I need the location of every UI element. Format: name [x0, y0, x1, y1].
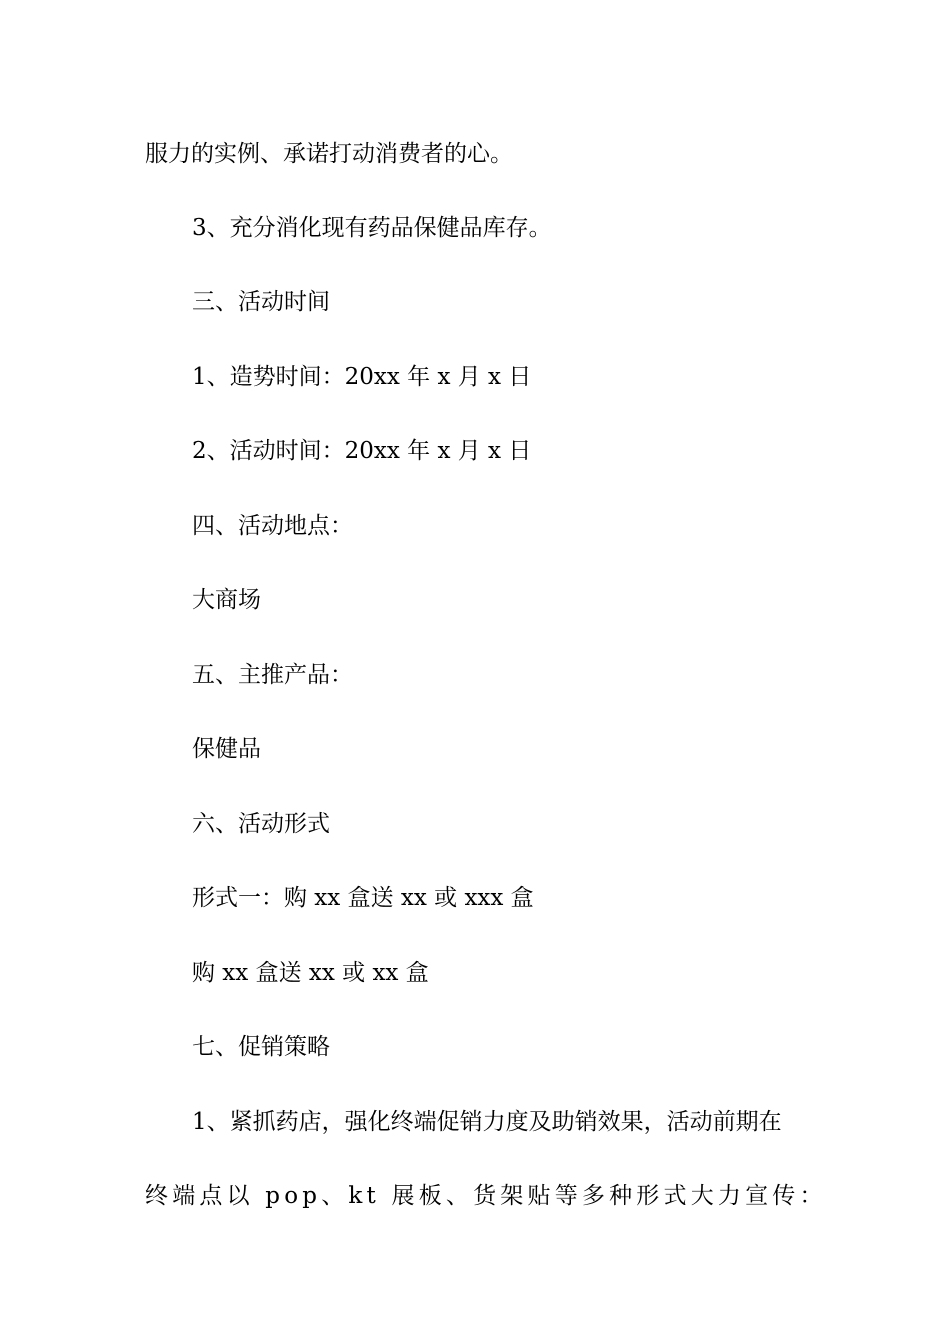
section-heading-location: 四、活动地点： — [192, 513, 353, 539]
activity-form-one: 形式一：购 xx 盒送 xx 或 xxx 盒 — [192, 885, 534, 911]
main-product-text: 保健品 — [192, 736, 261, 762]
section-heading-promotion-strategy: 七、促销策略 — [192, 1034, 330, 1060]
section-heading-activity-time: 三、活动时间 — [192, 289, 330, 315]
list-item-goal-3: 3、充分消化现有药品保健品库存。 — [192, 215, 552, 241]
list-item-activity-time: 2、活动时间：20xx 年 x 月 x 日 — [192, 438, 532, 464]
activity-form-two: 购 xx 盒送 xx 或 xx 盒 — [192, 960, 429, 986]
section-heading-activity-form: 六、活动形式 — [192, 811, 330, 837]
strategy-item-1-continuation: 终端点以 pop、kt 展板、货架贴等多种形式大力宣传： — [145, 1183, 827, 1209]
location-text: 大商场 — [192, 587, 261, 613]
section-heading-main-products: 五、主推产品： — [192, 662, 353, 688]
paragraph-continuation: 服力的实例、承诺打动消费者的心。 — [145, 141, 513, 167]
strategy-item-1: 1、紧抓药店，强化终端促销力度及助销效果，活动前期在 — [192, 1109, 782, 1135]
list-item-buildup-time: 1、造势时间：20xx 年 x 月 x 日 — [192, 364, 532, 390]
